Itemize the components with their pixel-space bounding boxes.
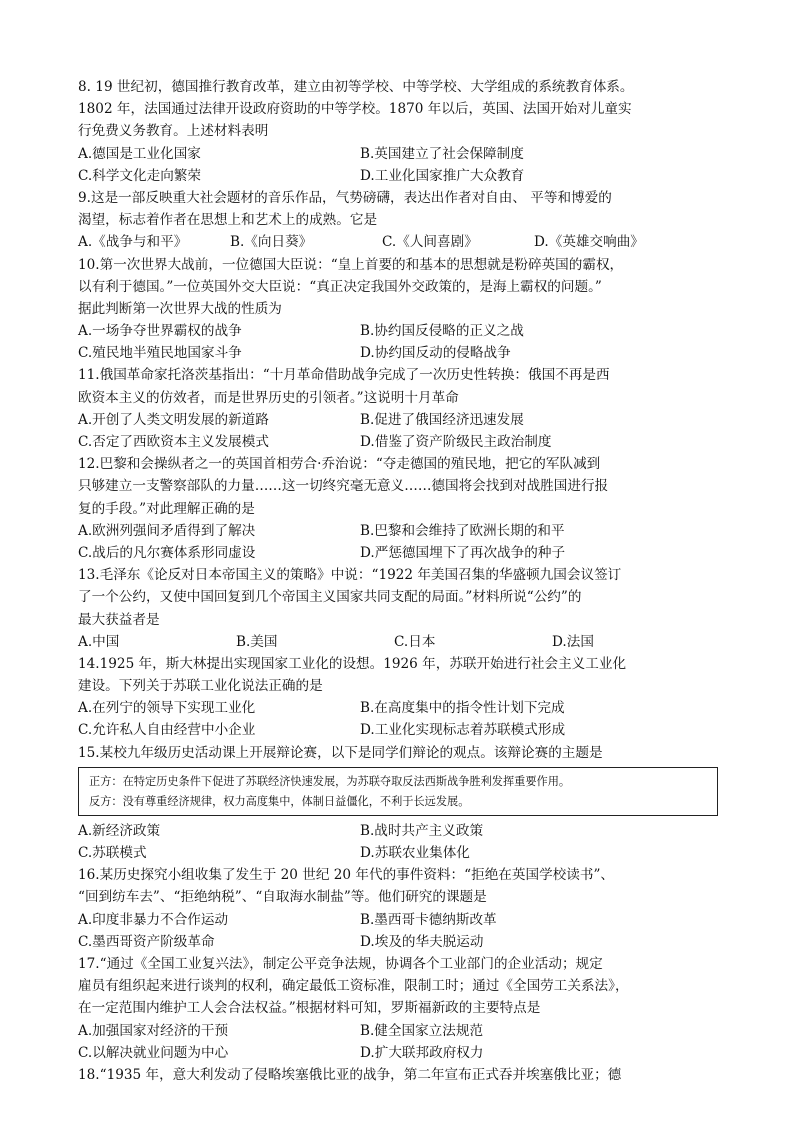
option-b: B.协约国反侵略的正义之战	[360, 323, 524, 340]
option-d: D.工业化国家推广大众教育	[360, 167, 525, 184]
option-row	[78, 820, 718, 842]
debate-con: 反方：没有尊重经济规律，权力高度集中，体制日益僵化，不利于长远发展。	[89, 794, 470, 808]
question-text: 14.1925 年，斯大林提出实现国家工业化的设想。1926 年，苏联开始进行社会主义工业化	[78, 655, 627, 672]
option-row	[78, 909, 718, 931]
option-c: C.殖民地半殖民地国家斗争	[78, 345, 242, 362]
question-text: 渴望，标志着作者在思想上和艺术上的成熟。它是	[78, 212, 378, 229]
option-a: A.印度非暴力不合作运动	[78, 911, 229, 928]
question-text: 18.“1935 年，意大利发动了侵略埃塞俄比亚的战争，第二年宣布正式吞并埃塞俄比亚；德	[78, 1066, 622, 1083]
option-b: B.英国建立了社会保障制度	[360, 145, 524, 162]
option-b: B.健全国家立法规范	[360, 1022, 484, 1039]
option-row	[78, 231, 718, 253]
question-9	[78, 187, 718, 254]
question-text: 据此判断第一次世界大战的性质为	[78, 300, 282, 317]
option-c: C.《人间喜剧》	[382, 234, 478, 251]
question-text: 雇员有组织起来进行谈判的权利，确定最低工资标准，限制工时；通过《全国劳工关系法》，	[78, 978, 629, 995]
option-row	[78, 842, 718, 864]
option-row	[78, 719, 718, 741]
question-text: 15.某校九年级历史活动课上开展辩论赛，以下是同学们辩论的观点。该辩论赛的主题是	[78, 744, 603, 761]
option-row	[78, 697, 718, 719]
question-text: 10.第一次世界大战前，一位德国大臣说：“皇上首要的和基本的思想就是粉碎英国的霸权，	[78, 256, 624, 273]
option-row	[78, 1042, 718, 1064]
option-a: A.在列宁的领导下实现工业化	[78, 700, 256, 717]
question-text: 1802 年，法国通过法律开设政府资助的中等学校。1870 年以后，英国、法国开始对儿童实	[78, 101, 632, 118]
option-a: A.中国	[78, 633, 120, 650]
question-13	[78, 564, 718, 653]
option-a: A.欧洲列强间矛盾得到了解决	[78, 522, 256, 539]
option-b: B.《向日葵》	[230, 234, 313, 251]
question-text: 了一个公约，又使中国回复到几个帝国主义国家共同支配的局面。”材料所说“公约”的	[78, 589, 582, 606]
option-row	[78, 631, 718, 653]
question-text: 建设。下列关于苏联工业化说法正确的是	[78, 678, 323, 695]
question-text: 只够建立一支警察部队的力量……这一切终究毫无意义……德国将会找到对战胜国进行报	[78, 478, 609, 495]
question-17	[78, 953, 718, 1064]
question-15	[78, 742, 718, 865]
option-a: A.《战争与和平》	[78, 234, 188, 251]
debate-pro: 正方：在特定历史条件下促进了苏联经济快速发展，为苏联夺取反法西斯战争胜利发挥重要作用。	[89, 774, 571, 788]
option-c: C.允许私人自由经营中小企业	[78, 722, 256, 739]
question-text: 在一定范围内维护工人会合法权益。”根据材料可知，罗斯福新政的主要特点是	[78, 1000, 541, 1017]
question-text: “回到纺车去”、“拒绝纳税”、“自取海水制盐”等。他们研究的课题是	[78, 889, 487, 906]
question-text: 8. 19 世纪初，德国推行教育改革，建立由初等学校、中等学校、大学组成的系统教育体系。	[78, 79, 634, 95]
option-b: B.巴黎和会维持了欧洲长期的和平	[360, 522, 565, 539]
question-text: 复的手段。”对此理解正确的是	[78, 500, 255, 517]
option-d: D.法国	[552, 633, 594, 650]
option-row	[78, 165, 718, 187]
question-14	[78, 653, 718, 742]
question-10	[78, 254, 718, 365]
option-row	[78, 320, 718, 342]
question-text: 11.俄国革命家托洛茨基指出：“十月革命借助战争完成了一次历史性转换：俄国不再是西	[78, 367, 610, 384]
option-b: B.在高度集中的指令性计划下完成	[360, 700, 565, 717]
question-18	[78, 1064, 718, 1086]
option-b: B.美国	[236, 633, 278, 650]
option-d: D.工业化实现标志着苏联模式形成	[360, 722, 566, 739]
option-d: D.协约国反动的侵略战争	[360, 345, 511, 362]
exam-page	[78, 76, 718, 1086]
question-text: 行免费义务教育。上述材料表明	[78, 123, 269, 140]
question-text: 17.“通过《全国工业复兴法》，制定公平竞争法规，协调各个工业部门的企业活动；规定	[78, 955, 603, 972]
question-text: 16.某历史探究小组收集了发生于 20 世纪 20 年代的事件资料：“拒绝在英国学校读书”、	[78, 867, 614, 884]
debate-box	[78, 767, 718, 816]
option-row	[78, 931, 718, 953]
question-text: 9.这是一部反映重大社会题材的音乐作品，气势磅礴，表达出作者对自由、 平等和博爱的	[78, 189, 612, 206]
option-c: C.苏联模式	[78, 845, 147, 861]
question-12	[78, 453, 718, 564]
option-d: D.扩大联邦政府权力	[360, 1044, 484, 1061]
option-row	[78, 542, 718, 564]
option-a: A.德国是工业化国家	[78, 145, 201, 162]
option-row	[78, 143, 718, 165]
option-b: B.战时共产主义政策	[360, 822, 484, 839]
option-a: A.加强国家对经济的干预	[78, 1022, 229, 1039]
option-a: A.一场争夺世界霸权的战争	[78, 323, 242, 340]
option-c: C.日本	[394, 633, 436, 650]
question-text: 13.毛泽东《论反对日本帝国主义的策略》中说：“1922 年美国召集的华盛顿九国会议签订	[78, 567, 622, 584]
question-8	[78, 76, 718, 187]
option-a: A.新经济政策	[78, 822, 161, 839]
option-c: C.否定了西欧资本主义发展模式	[78, 434, 269, 450]
option-c: C.以解决就业问题为中心	[78, 1044, 229, 1061]
option-row	[78, 409, 718, 431]
option-b: B.墨西哥卡德纳斯改革	[360, 911, 497, 928]
option-row	[78, 342, 718, 364]
option-d: D.《英雄交响曲》	[534, 234, 644, 251]
question-text: 以有利于德国。”一位英国外交大臣说：“真正决定我国外交政策的，是海上霸权的问题。”	[78, 278, 602, 295]
question-text: 最大获益者是	[78, 611, 160, 628]
question-11	[78, 364, 718, 453]
question-text: 欧资本主义的仿效者，而是世界历史的引领者。”这说明十月革命	[78, 389, 459, 406]
option-d: D.苏联农业集体化	[360, 845, 470, 861]
option-d: D.严惩德国埋下了再次战争的种子	[360, 544, 566, 561]
option-a: A.开创了人类文明发展的新道路	[78, 411, 269, 428]
option-row	[78, 520, 718, 542]
option-d: D.埃及的华夫脱运动	[360, 933, 484, 950]
option-row	[78, 1020, 718, 1042]
question-16	[78, 864, 718, 953]
option-row	[78, 431, 718, 453]
option-c: C.科学文化走向繁荣	[78, 167, 201, 184]
option-d: D.借鉴了资产阶级民主政治制度	[360, 434, 552, 450]
question-text: 12.巴黎和会操纵者之一的英国首相劳合·乔治说：“夺走德国的殖民地，把它的军队减到	[78, 456, 601, 473]
option-c: C.战后的凡尔赛体系形同虚设	[78, 544, 256, 561]
option-b: B.促进了俄国经济迅速发展	[360, 411, 524, 428]
option-c: C.墨西哥资产阶级革命	[78, 933, 215, 950]
